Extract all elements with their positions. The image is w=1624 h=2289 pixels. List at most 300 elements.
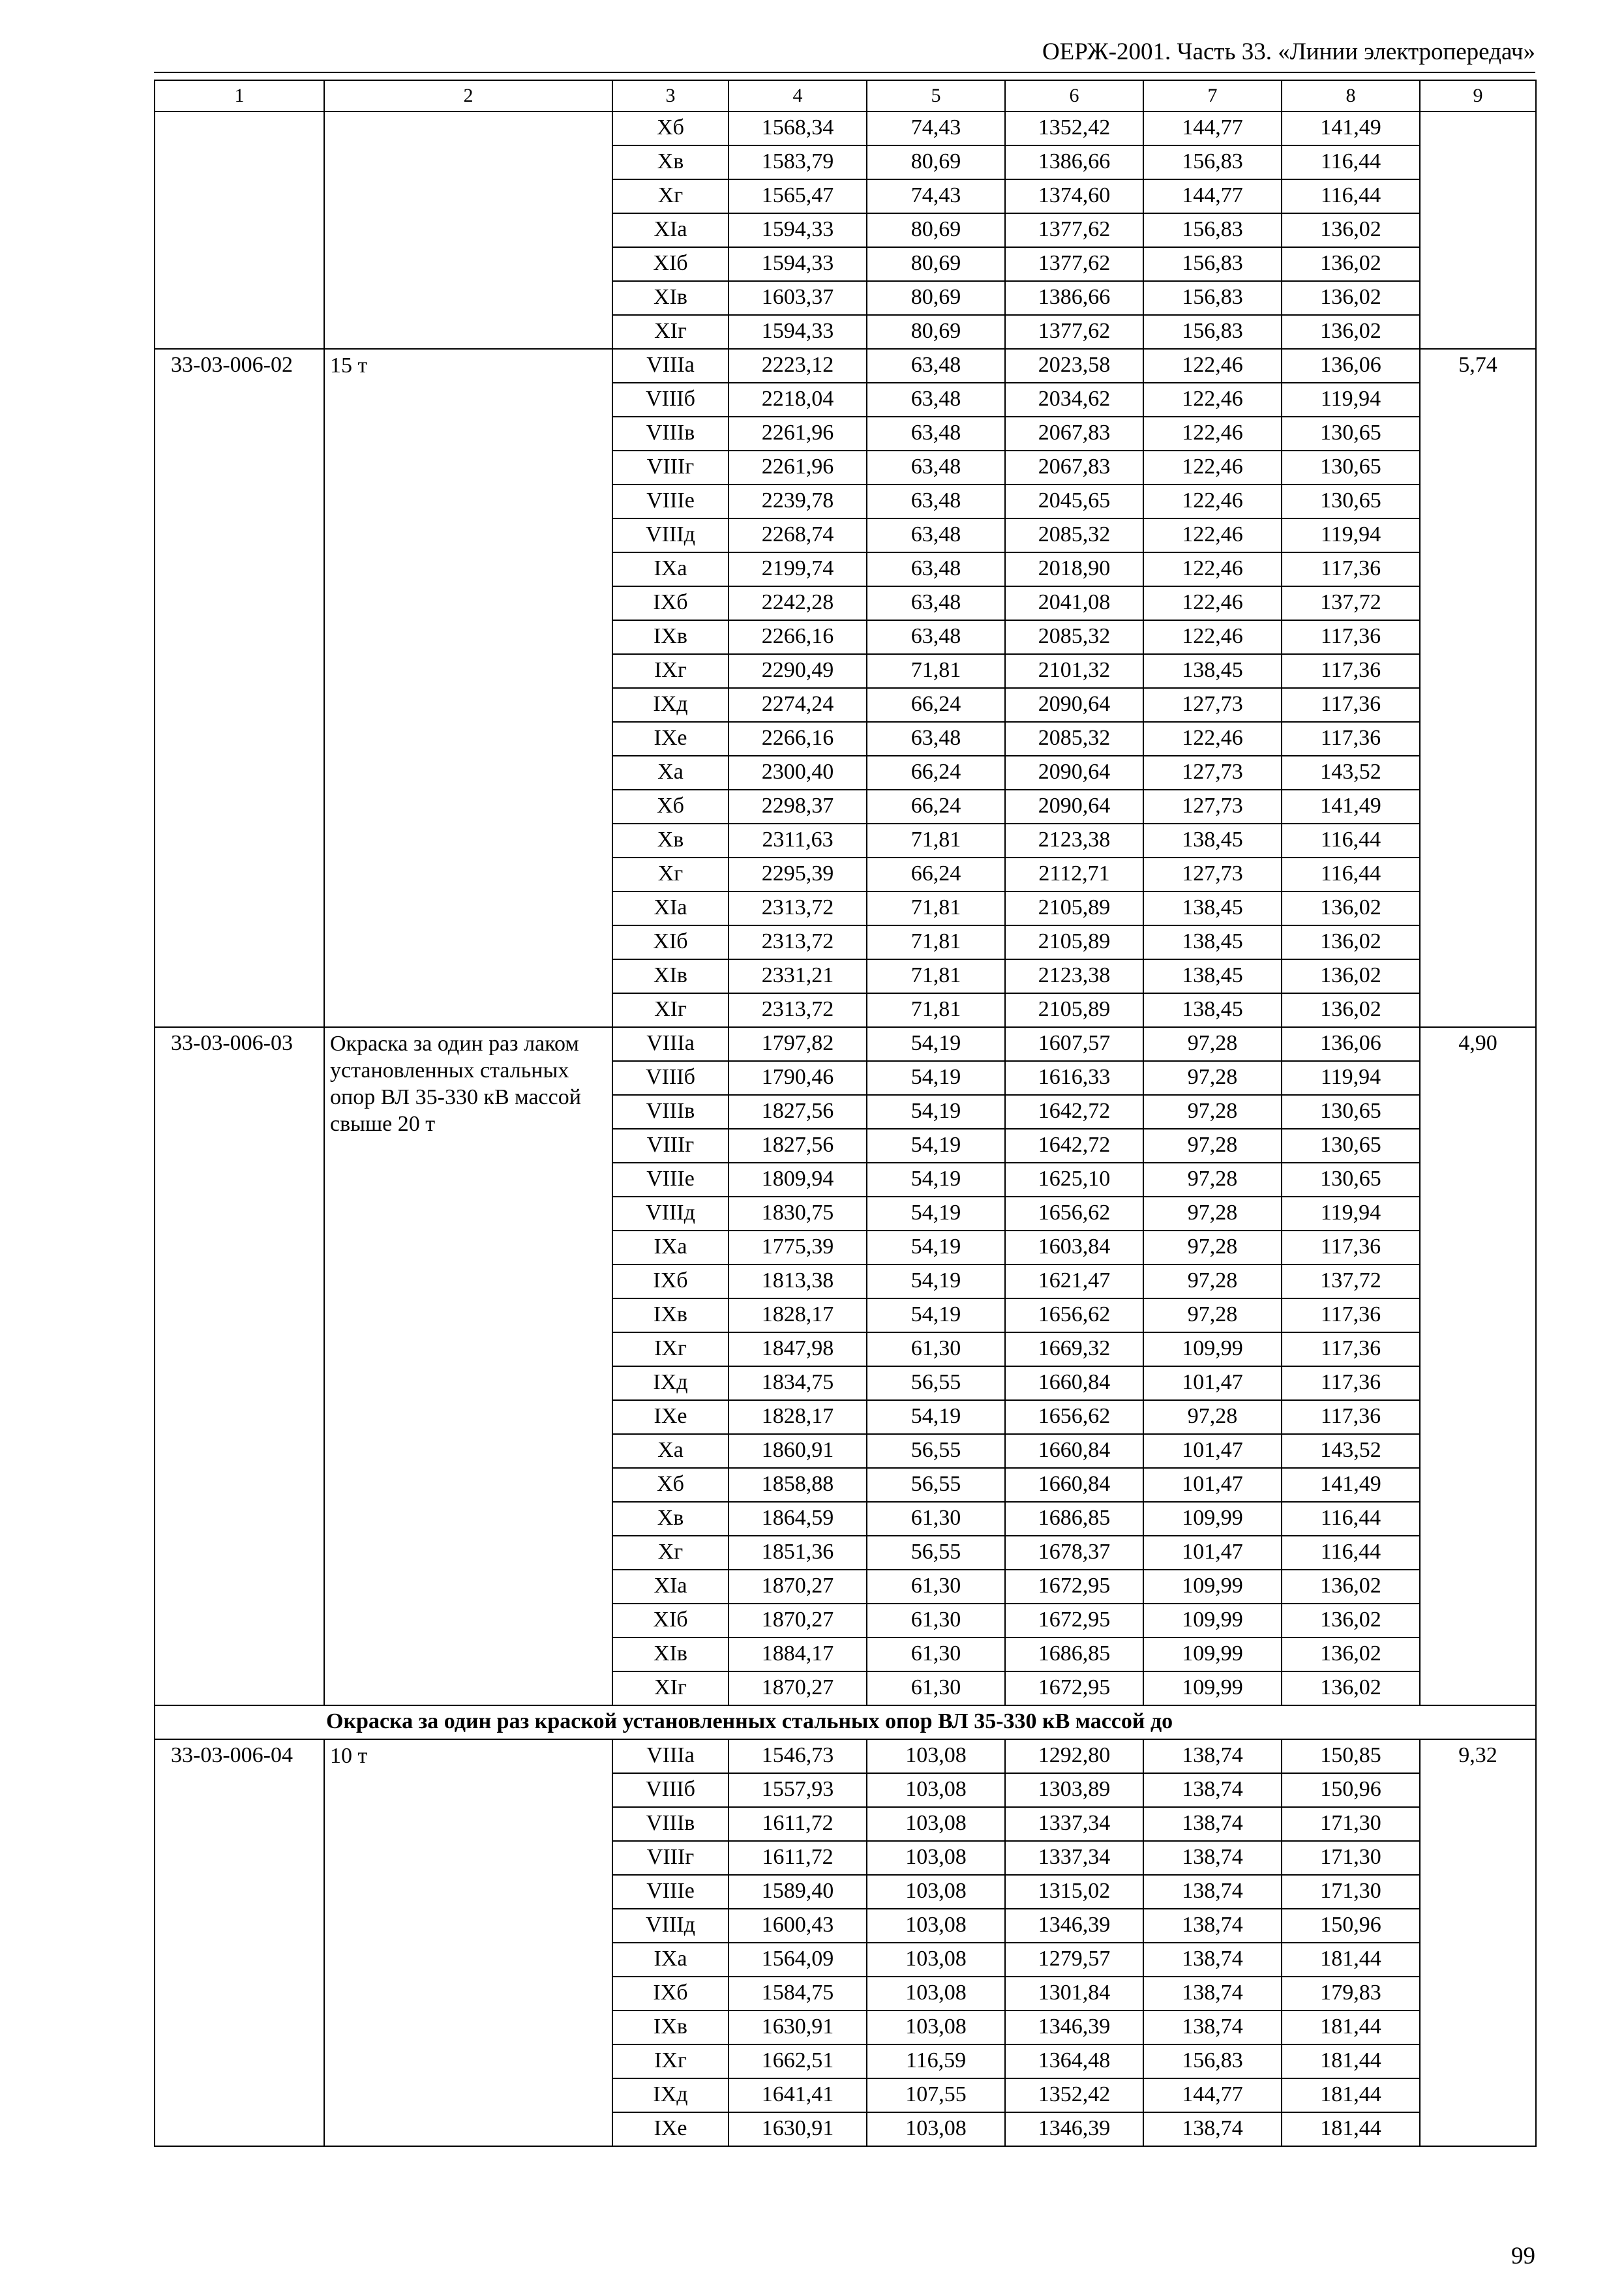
column-number: 1: [155, 80, 324, 112]
zone-cell: IXв: [612, 620, 729, 654]
value-cell: 1603,84: [1005, 1231, 1143, 1264]
value-cell: 1660,84: [1005, 1366, 1143, 1400]
value-cell: 122,46: [1143, 620, 1282, 654]
zone-cell: IXе: [612, 2112, 729, 2146]
value-cell: 109,99: [1143, 1570, 1282, 1604]
value-cell: 2123,38: [1005, 824, 1143, 858]
value-cell: 74,43: [867, 112, 1005, 145]
value-cell: 1858,88: [729, 1468, 867, 1502]
zone-cell: Xб: [612, 790, 729, 824]
value-cell: 1827,56: [729, 1095, 867, 1129]
value-cell: 1346,39: [1005, 1909, 1143, 1943]
value-cell: 138,74: [1143, 1977, 1282, 2011]
value-cell: 1656,62: [1005, 1298, 1143, 1332]
value-cell: 101,47: [1143, 1536, 1282, 1570]
value-cell: 103,08: [867, 1807, 1005, 1841]
value-cell: 103,08: [867, 1875, 1005, 1909]
value-cell: 136,02: [1282, 959, 1420, 993]
value-cell: 97,28: [1143, 1400, 1282, 1434]
value-cell: 136,02: [1282, 213, 1420, 247]
value-cell: 1352,42: [1005, 2078, 1143, 2112]
value-cell: 1686,85: [1005, 1638, 1143, 1671]
value-cell: 1660,84: [1005, 1468, 1143, 1502]
zone-cell: IXа: [612, 552, 729, 586]
value-cell: 1870,27: [729, 1570, 867, 1604]
value-cell: 1830,75: [729, 1197, 867, 1231]
value-cell: 137,72: [1282, 586, 1420, 620]
value-cell: 1630,91: [729, 2112, 867, 2146]
resource-code-cell: 33-03-006-03: [155, 1027, 324, 1705]
value-cell: 1301,84: [1005, 1977, 1143, 2011]
value-cell: 1352,42: [1005, 112, 1143, 145]
value-cell: 171,30: [1282, 1875, 1420, 1909]
value-cell: 116,59: [867, 2044, 1005, 2078]
value-cell: 138,74: [1143, 1739, 1282, 1773]
coefficient-cell: 9,32: [1420, 1739, 1536, 2146]
column-number: 6: [1005, 80, 1143, 112]
zone-cell: XIб: [612, 1604, 729, 1638]
zone-cell: Xв: [612, 824, 729, 858]
value-cell: 122,46: [1143, 485, 1282, 518]
value-cell: 2313,72: [729, 891, 867, 925]
zone-cell: IXа: [612, 1943, 729, 1977]
zone-cell: IXв: [612, 1298, 729, 1332]
value-cell: 109,99: [1143, 1332, 1282, 1366]
value-cell: 66,24: [867, 790, 1005, 824]
value-cell: 116,44: [1282, 1502, 1420, 1536]
value-cell: 2045,65: [1005, 485, 1143, 518]
value-cell: 1828,17: [729, 1400, 867, 1434]
value-cell: 1279,57: [1005, 1943, 1143, 1977]
zone-cell: Xг: [612, 1536, 729, 1570]
value-cell: 136,02: [1282, 315, 1420, 349]
value-cell: 63,48: [867, 552, 1005, 586]
value-cell: 1589,40: [729, 1875, 867, 1909]
value-cell: 54,19: [867, 1163, 1005, 1197]
value-cell: 1611,72: [729, 1841, 867, 1875]
section-title: Окраска за один раз краской установленных стальных опор ВЛ 35-330 кВ массой до: [155, 1705, 1536, 1739]
value-cell: 71,81: [867, 993, 1005, 1027]
value-cell: 171,30: [1282, 1841, 1420, 1875]
value-cell: 122,46: [1143, 722, 1282, 756]
value-cell: 63,48: [867, 722, 1005, 756]
value-cell: 80,69: [867, 213, 1005, 247]
value-cell: 1584,75: [729, 1977, 867, 2011]
value-cell: 137,72: [1282, 1264, 1420, 1298]
value-cell: 97,28: [1143, 1163, 1282, 1197]
value-cell: 144,77: [1143, 2078, 1282, 2112]
zone-cell: Xб: [612, 1468, 729, 1502]
value-cell: 136,06: [1282, 349, 1420, 383]
zone-cell: XIа: [612, 1570, 729, 1604]
value-cell: 63,48: [867, 451, 1005, 485]
value-cell: 63,48: [867, 620, 1005, 654]
value-cell: 2105,89: [1005, 993, 1143, 1027]
column-number: 5: [867, 80, 1005, 112]
value-cell: 2261,96: [729, 417, 867, 451]
value-cell: 141,49: [1282, 112, 1420, 145]
value-cell: 2105,89: [1005, 891, 1143, 925]
value-cell: 71,81: [867, 824, 1005, 858]
value-cell: 116,44: [1282, 858, 1420, 891]
value-cell: 1660,84: [1005, 1434, 1143, 1468]
value-cell: 2123,38: [1005, 959, 1143, 993]
page-number: 99: [1511, 2243, 1535, 2269]
value-cell: 130,65: [1282, 417, 1420, 451]
value-cell: 63,48: [867, 518, 1005, 552]
value-cell: 117,36: [1282, 1231, 1420, 1264]
value-cell: 1884,17: [729, 1638, 867, 1671]
value-cell: 1870,27: [729, 1604, 867, 1638]
value-cell: 2290,49: [729, 654, 867, 688]
running-title: ОЕРЖ-2001. Часть 33. «Линии электропередач»: [1042, 38, 1535, 65]
value-cell: 107,55: [867, 2078, 1005, 2112]
value-cell: 136,02: [1282, 891, 1420, 925]
value-cell: 109,99: [1143, 1671, 1282, 1705]
value-cell: 61,30: [867, 1502, 1005, 1536]
value-cell: 54,19: [867, 1027, 1005, 1061]
value-cell: 138,45: [1143, 959, 1282, 993]
value-cell: 80,69: [867, 145, 1005, 179]
value-cell: 2223,12: [729, 349, 867, 383]
value-cell: 116,44: [1282, 1536, 1420, 1570]
zone-cell: VIIIб: [612, 1773, 729, 1807]
value-cell: 2090,64: [1005, 688, 1143, 722]
value-cell: 61,30: [867, 1638, 1005, 1671]
value-cell: 2313,72: [729, 925, 867, 959]
value-cell: 2242,28: [729, 586, 867, 620]
value-cell: 1346,39: [1005, 2011, 1143, 2044]
value-cell: 2268,74: [729, 518, 867, 552]
value-cell: 181,44: [1282, 1943, 1420, 1977]
value-cell: 156,83: [1143, 213, 1282, 247]
value-cell: 1603,37: [729, 281, 867, 315]
value-cell: 103,08: [867, 1943, 1005, 1977]
value-cell: 127,73: [1143, 790, 1282, 824]
zone-cell: IXб: [612, 1264, 729, 1298]
value-cell: 181,44: [1282, 2078, 1420, 2112]
value-cell: 103,08: [867, 1909, 1005, 1943]
value-cell: 2067,83: [1005, 417, 1143, 451]
value-cell: 181,44: [1282, 2112, 1420, 2146]
value-cell: 101,47: [1143, 1434, 1282, 1468]
value-cell: 171,30: [1282, 1807, 1420, 1841]
value-cell: 1625,10: [1005, 1163, 1143, 1197]
value-cell: 1656,62: [1005, 1197, 1143, 1231]
value-cell: 2034,62: [1005, 383, 1143, 417]
table-row: [155, 349, 1536, 383]
value-cell: 179,83: [1282, 1977, 1420, 2011]
zone-cell: IXе: [612, 1400, 729, 1434]
value-cell: 156,83: [1143, 2044, 1282, 2078]
resource-code-cell: [155, 112, 324, 349]
value-cell: 143,52: [1282, 756, 1420, 790]
zone-cell: Xв: [612, 145, 729, 179]
value-cell: 116,44: [1282, 824, 1420, 858]
value-cell: 156,83: [1143, 145, 1282, 179]
value-cell: 1870,27: [729, 1671, 867, 1705]
value-cell: 138,74: [1143, 2011, 1282, 2044]
value-cell: 119,94: [1282, 383, 1420, 417]
value-cell: 1377,62: [1005, 247, 1143, 281]
value-cell: 1594,33: [729, 315, 867, 349]
value-cell: 138,74: [1143, 1773, 1282, 1807]
value-cell: 109,99: [1143, 1604, 1282, 1638]
value-cell: 136,02: [1282, 1638, 1420, 1671]
value-cell: 1641,41: [729, 2078, 867, 2112]
value-cell: 1386,66: [1005, 281, 1143, 315]
value-cell: 2331,21: [729, 959, 867, 993]
value-cell: 109,99: [1143, 1638, 1282, 1671]
column-number: 2: [324, 80, 612, 112]
zone-cell: VIIIб: [612, 383, 729, 417]
zone-cell: IXб: [612, 1977, 729, 2011]
value-cell: 97,28: [1143, 1061, 1282, 1095]
value-cell: 63,48: [867, 383, 1005, 417]
value-cell: 2090,64: [1005, 756, 1143, 790]
description-cell: Окраска за один раз лаком установленных стальных опор ВЛ 35-330 кВ массой свыше 20 т: [324, 1027, 612, 1705]
value-cell: 122,46: [1143, 518, 1282, 552]
zone-cell: VIIIв: [612, 1807, 729, 1841]
value-cell: 103,08: [867, 1739, 1005, 1773]
value-cell: 63,48: [867, 417, 1005, 451]
value-cell: 136,06: [1282, 1027, 1420, 1061]
value-cell: 122,46: [1143, 586, 1282, 620]
zone-cell: IXд: [612, 1366, 729, 1400]
header-rule: [154, 72, 1535, 73]
value-cell: 103,08: [867, 2112, 1005, 2146]
value-cell: 156,83: [1143, 281, 1282, 315]
value-cell: 136,02: [1282, 1570, 1420, 1604]
value-cell: 138,74: [1143, 1807, 1282, 1841]
zone-cell: XIв: [612, 281, 729, 315]
value-cell: 1809,94: [729, 1163, 867, 1197]
value-cell: 1337,34: [1005, 1807, 1143, 1841]
value-cell: 1600,43: [729, 1909, 867, 1943]
value-cell: 136,02: [1282, 993, 1420, 1027]
value-cell: 2085,32: [1005, 620, 1143, 654]
value-cell: 1594,33: [729, 247, 867, 281]
value-cell: 1686,85: [1005, 1502, 1143, 1536]
value-cell: 1775,39: [729, 1231, 867, 1264]
value-cell: 117,36: [1282, 688, 1420, 722]
table-row: [155, 1739, 1536, 1773]
zone-cell: VIIIг: [612, 451, 729, 485]
zone-cell: VIIIг: [612, 1129, 729, 1163]
value-cell: 1374,60: [1005, 179, 1143, 213]
value-cell: 97,28: [1143, 1095, 1282, 1129]
description-cell: 10 т: [324, 1739, 612, 2146]
value-cell: 156,83: [1143, 247, 1282, 281]
value-cell: 1790,46: [729, 1061, 867, 1095]
zone-cell: Xа: [612, 1434, 729, 1468]
value-cell: 1621,47: [1005, 1264, 1143, 1298]
value-cell: 144,77: [1143, 179, 1282, 213]
value-cell: 117,36: [1282, 1298, 1420, 1332]
value-cell: 61,30: [867, 1604, 1005, 1638]
value-cell: 1813,38: [729, 1264, 867, 1298]
price-table-container: [154, 80, 1535, 2147]
value-cell: 2298,37: [729, 790, 867, 824]
value-cell: 97,28: [1143, 1027, 1282, 1061]
price-table-body: [155, 80, 1536, 2146]
value-cell: 1386,66: [1005, 145, 1143, 179]
value-cell: 97,28: [1143, 1231, 1282, 1264]
description-cell: [324, 112, 612, 349]
value-cell: 1672,95: [1005, 1604, 1143, 1638]
value-cell: 1642,72: [1005, 1095, 1143, 1129]
value-cell: 1864,59: [729, 1502, 867, 1536]
value-cell: 1607,57: [1005, 1027, 1143, 1061]
value-cell: 116,44: [1282, 179, 1420, 213]
zone-cell: Xа: [612, 756, 729, 790]
zone-cell: VIIIв: [612, 1095, 729, 1129]
value-cell: 1611,72: [729, 1807, 867, 1841]
value-cell: 1594,33: [729, 213, 867, 247]
value-cell: 138,74: [1143, 1875, 1282, 1909]
zone-cell: IXг: [612, 654, 729, 688]
value-cell: 119,94: [1282, 1197, 1420, 1231]
coefficient-cell: 4,90: [1420, 1027, 1536, 1705]
value-cell: 138,45: [1143, 654, 1282, 688]
zone-cell: IXд: [612, 2078, 729, 2112]
zone-cell: VIIIд: [612, 1197, 729, 1231]
zone-cell: XIв: [612, 959, 729, 993]
value-cell: 1377,62: [1005, 315, 1143, 349]
zone-cell: Xг: [612, 179, 729, 213]
value-cell: 130,65: [1282, 451, 1420, 485]
value-cell: 74,43: [867, 179, 1005, 213]
zone-cell: VIIIа: [612, 349, 729, 383]
value-cell: 61,30: [867, 1332, 1005, 1366]
value-cell: 2101,32: [1005, 654, 1143, 688]
value-cell: 1672,95: [1005, 1671, 1143, 1705]
value-cell: 1827,56: [729, 1129, 867, 1163]
value-cell: 136,02: [1282, 1604, 1420, 1638]
section-row: [155, 1705, 1536, 1739]
value-cell: 61,30: [867, 1671, 1005, 1705]
column-number: 9: [1420, 80, 1536, 112]
value-cell: 2300,40: [729, 756, 867, 790]
value-cell: 2105,89: [1005, 925, 1143, 959]
value-cell: 54,19: [867, 1400, 1005, 1434]
value-cell: 1851,36: [729, 1536, 867, 1570]
value-cell: 136,02: [1282, 1671, 1420, 1705]
value-cell: 1616,33: [1005, 1061, 1143, 1095]
value-cell: 144,77: [1143, 112, 1282, 145]
value-cell: 2313,72: [729, 993, 867, 1027]
value-cell: 97,28: [1143, 1129, 1282, 1163]
value-cell: 181,44: [1282, 2011, 1420, 2044]
value-cell: 2261,96: [729, 451, 867, 485]
price-table: [154, 80, 1537, 2147]
value-cell: 71,81: [867, 959, 1005, 993]
value-cell: 1583,79: [729, 145, 867, 179]
value-cell: 138,45: [1143, 824, 1282, 858]
value-cell: 130,65: [1282, 1129, 1420, 1163]
value-cell: 71,81: [867, 654, 1005, 688]
value-cell: 141,49: [1282, 790, 1420, 824]
value-cell: 66,24: [867, 756, 1005, 790]
value-cell: 2311,63: [729, 824, 867, 858]
value-cell: 103,08: [867, 2011, 1005, 2044]
column-number: 3: [612, 80, 729, 112]
zone-cell: VIIIб: [612, 1061, 729, 1095]
value-cell: 117,36: [1282, 1400, 1420, 1434]
value-cell: 54,19: [867, 1197, 1005, 1231]
value-cell: 136,02: [1282, 281, 1420, 315]
value-cell: 2067,83: [1005, 451, 1143, 485]
zone-cell: XIб: [612, 247, 729, 281]
value-cell: 1565,47: [729, 179, 867, 213]
value-cell: 1557,93: [729, 1773, 867, 1807]
value-cell: 138,74: [1143, 1841, 1282, 1875]
value-cell: 1346,39: [1005, 2112, 1143, 2146]
zone-cell: XIв: [612, 1638, 729, 1671]
value-cell: 122,46: [1143, 349, 1282, 383]
value-cell: 138,45: [1143, 925, 1282, 959]
value-cell: 56,55: [867, 1536, 1005, 1570]
resource-code-cell: 33-03-006-02: [155, 349, 324, 1027]
zone-cell: IXг: [612, 2044, 729, 2078]
value-cell: 2199,74: [729, 552, 867, 586]
value-cell: 119,94: [1282, 1061, 1420, 1095]
value-cell: 130,65: [1282, 1163, 1420, 1197]
value-cell: 119,94: [1282, 518, 1420, 552]
value-cell: 101,47: [1143, 1366, 1282, 1400]
value-cell: 71,81: [867, 891, 1005, 925]
value-cell: 1292,80: [1005, 1739, 1143, 1773]
zone-cell: XIг: [612, 1671, 729, 1705]
value-cell: 2085,32: [1005, 722, 1143, 756]
value-cell: 138,45: [1143, 891, 1282, 925]
value-cell: 2266,16: [729, 722, 867, 756]
value-cell: 56,55: [867, 1468, 1005, 1502]
value-cell: 117,36: [1282, 1366, 1420, 1400]
zone-cell: IXе: [612, 722, 729, 756]
value-cell: 150,96: [1282, 1773, 1420, 1807]
value-cell: 80,69: [867, 315, 1005, 349]
value-cell: 1315,02: [1005, 1875, 1143, 1909]
value-cell: 2239,78: [729, 485, 867, 518]
zone-cell: XIб: [612, 925, 729, 959]
value-cell: 1669,32: [1005, 1332, 1143, 1366]
zone-cell: IXд: [612, 688, 729, 722]
value-cell: 1564,09: [729, 1943, 867, 1977]
zone-cell: VIIIа: [612, 1739, 729, 1773]
value-cell: 1337,34: [1005, 1841, 1143, 1875]
value-cell: 141,49: [1282, 1468, 1420, 1502]
zone-cell: VIIIг: [612, 1841, 729, 1875]
description-cell: 15 т: [324, 349, 612, 1027]
value-cell: 1672,95: [1005, 1570, 1143, 1604]
zone-cell: IXб: [612, 586, 729, 620]
value-cell: 2274,24: [729, 688, 867, 722]
value-cell: 2085,32: [1005, 518, 1143, 552]
value-cell: 1630,91: [729, 2011, 867, 2044]
value-cell: 97,28: [1143, 1264, 1282, 1298]
value-cell: 66,24: [867, 858, 1005, 891]
value-cell: 117,36: [1282, 722, 1420, 756]
value-cell: 1303,89: [1005, 1773, 1143, 1807]
zone-cell: Xг: [612, 858, 729, 891]
value-cell: 54,19: [867, 1095, 1005, 1129]
value-cell: 130,65: [1282, 485, 1420, 518]
value-cell: 97,28: [1143, 1197, 1282, 1231]
value-cell: 54,19: [867, 1231, 1005, 1264]
column-number: 7: [1143, 80, 1282, 112]
value-cell: 117,36: [1282, 552, 1420, 586]
